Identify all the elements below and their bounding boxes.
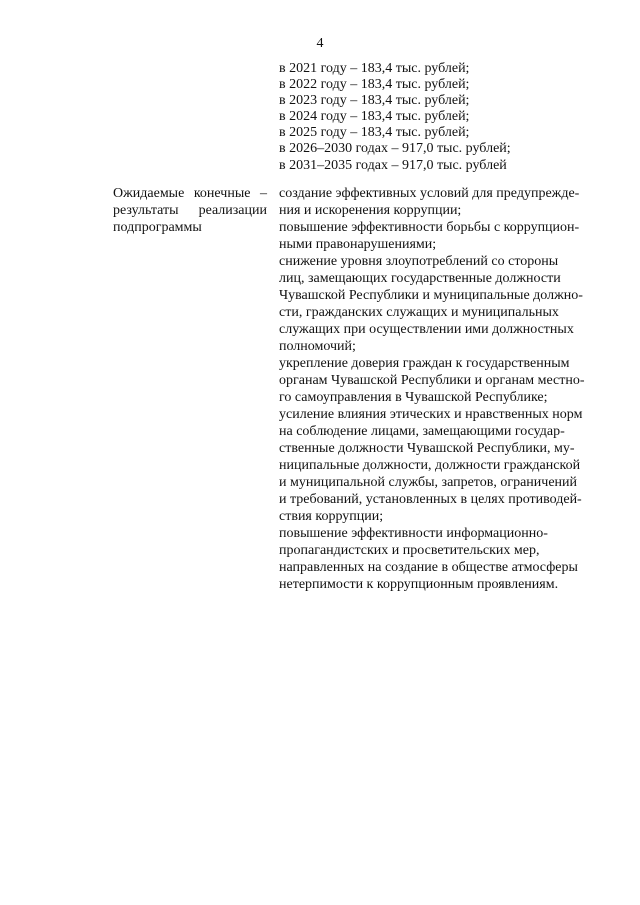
row-label-line: подпрограммы xyxy=(113,220,202,235)
funding-line: в 2026–2030 годах – 917,0 тыс. рублей; xyxy=(279,141,511,157)
funding-line: в 2022 году – 183,4 тыс. рублей; xyxy=(279,77,470,93)
results-line: Чувашской Республики и муниципальные должно- xyxy=(279,288,583,303)
funding-line: в 2021 году – 183,4 тыс. рублей; xyxy=(279,61,470,76)
results-line: создание эффективных условий для предупрежде- xyxy=(279,186,580,201)
results-line: пропагандистских и просветительских мер, xyxy=(279,543,540,558)
results-line: ниципальные должности, должности гражданской xyxy=(279,458,581,473)
expected-results xyxy=(279,185,585,593)
results-line: органам Чувашской Республики и органам местно- xyxy=(279,373,585,388)
results-line: го самоуправления в Чувашской Республике; xyxy=(279,390,548,405)
results-line: ными правонарушениями; xyxy=(279,237,437,252)
results-line: ственные должности Чувашской Республики, му- xyxy=(279,441,575,456)
results-line: сти, гражданских служащих и муниципальных xyxy=(279,305,559,320)
results-line: полномочий; xyxy=(279,339,356,354)
results-line: ния и искоренения коррупции; xyxy=(279,203,462,218)
funding-line: в 2024 году – 183,4 тыс. рублей; xyxy=(279,109,470,125)
funding-list xyxy=(279,61,539,174)
funding-line: в 2025 году – 183,4 тыс. рублей; xyxy=(279,125,470,141)
results-line: на соблюдение лицами, замещающими государ- xyxy=(279,424,565,439)
results-line: усиление влияния этических и нравственных норм xyxy=(279,407,583,422)
results-line: служащих при осуществлении ими должностных xyxy=(279,322,574,337)
results-line: укрепление доверия граждан к государственным xyxy=(279,356,570,371)
page-number: 4 xyxy=(316,36,324,51)
results-line: повышение эффективности борьбы с коррупцион- xyxy=(279,220,580,235)
results-line: повышение эффективности информационно- xyxy=(279,526,548,541)
results-line: и требований, установленных в целях противодей- xyxy=(279,492,582,507)
results-line: снижение уровня злоупотреблений со стороны xyxy=(279,254,559,269)
row-label xyxy=(113,185,267,236)
funding-line: в 2031–2035 годах – 917,0 тыс. рублей xyxy=(279,157,507,173)
funding-line: в 2023 году – 183,4 тыс. рублей; xyxy=(279,93,470,109)
results-line: и муниципальной службы, запретов, ограничений xyxy=(279,475,578,490)
results-line: ствия коррупции; xyxy=(279,509,384,524)
row-label-line: результаты реализации xyxy=(113,203,267,218)
row-label-line: Ожидаемые конечные – xyxy=(113,186,267,201)
results-line: нетерпимости к коррупционным проявлениям. xyxy=(279,577,559,592)
results-line: направленных на создание в обществе атмосферы xyxy=(279,560,578,575)
results-line: лиц, замещающих государственные должности xyxy=(279,271,561,286)
